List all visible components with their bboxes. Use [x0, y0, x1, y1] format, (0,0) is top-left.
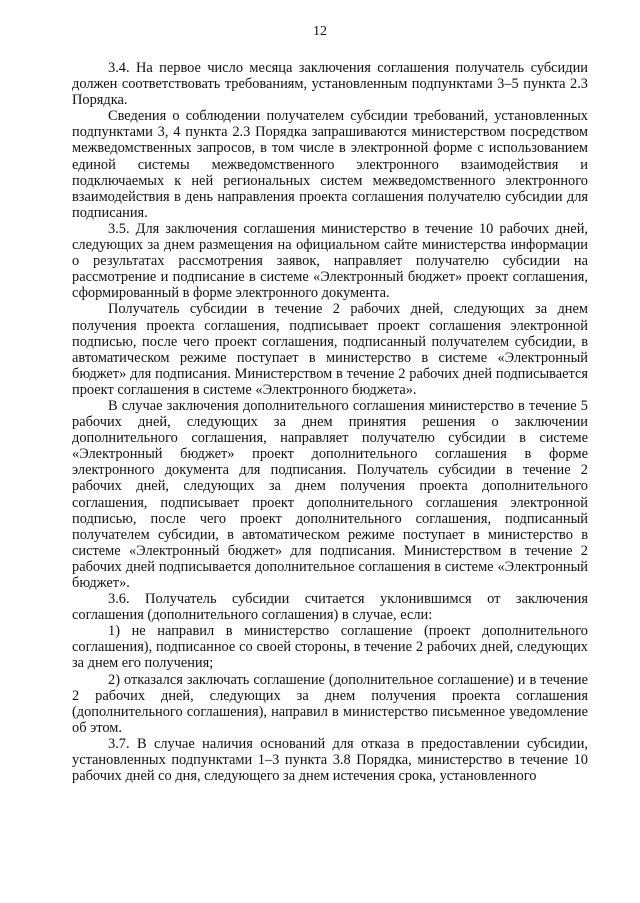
document-body — [72, 60, 588, 784]
paragraph-3-5: 3.5. Для заключения соглашения министерство в течение 10 рабочих дней, следующих за днем размещения на официальном сайте министерства информации о результатах рассмотрения заявок, направляет получателю субсидии на рассмотрение и подписание в системе «Электронный бюджет» проект соглашения, сформированный в форме электронного документа. — [72, 220, 588, 302]
page-number: 12 — [313, 24, 327, 39]
paragraph-additional-agreement: В случае заключения дополнительного соглашения министерство в течение 5 рабочих дней, следующих за днем принятия решения о заключении дополнительного соглашения, направляет получателю субсидии в системе «Электронный бюджет» проект дополнительного соглашения в форме электронного документа для подписания. Получатель субсидии в течение 2 рабочих дней, следующих за днем получения проекта дополнительного соглашения, подписывает проект дополнительного соглашения электронной подписью, после чего проект дополнительного соглашения, подписанный получателем субсидии, в автоматическом режиме поступает в министерство в системе «Электронный бюджет» для подписания. Министерством в течение 2 рабочих дней подписывается дополнительное соглашения в системе «Электронный бюджет». — [72, 397, 588, 591]
list-item-1: 1) не направил в министерство соглашение (проект дополнительного соглашения), подписанное со своей стороны, в течение 2 рабочих дней, следующих за днем его получения; — [72, 623, 588, 672]
paragraph-recipient-signing: Получатель субсидии в течение 2 рабочих дней, следующих за днем получения проекта соглашения, подписывает проект соглашения электронной подписью, после чего проект соглашения, подписанный получателем субсидии, в автоматическом режиме поступает в министерство в системе «Электронный бюджет» для подписания. Министерством в течение 2 рабочих дней подписывается проект соглашения в системе «Электронного бюджета». — [72, 301, 588, 398]
list-item-2: 2) отказался заключать соглашение (дополнительное соглашение) и в течение 2 рабочих дней, следующих за днем получения проекта соглашения (дополнительного соглашения), направил в министерство письменное уведомление об этом. — [72, 671, 588, 736]
paragraph-3-6: 3.6. Получатель субсидии считается уклонившимся от заключения соглашения (дополнительного соглашения) в случае, если: — [72, 591, 588, 624]
paragraph-3-4: 3.4. На первое число месяца заключения соглашения получатель субсидии должен соответствовать требованиям, установленным подпунктами 3–5 пункта 2.3 Порядка. — [72, 60, 588, 109]
paragraph-3-7: 3.7. В случае наличия оснований для отказа в предоставлении субсидии, установленных подпунктами 1–3 пункта 3.8 Порядка, министерство в течение 10 рабочих дней со дня, следующего за днем истечения срока, установленного — [72, 735, 588, 785]
paragraph-requirements-info: Сведения о соблюдении получателем субсидии требований, установленных подпунктами 3, 4 пункта 2.3 Порядка запрашиваются министерством посредством межведомственных запросов, в том числе в электронной форме с использованием единой системы межведомственного электронного взаимодействия и подключаемых к ней региональных систем межведомственного электронного взаимодействия в день направления проекта соглашения получателю субсидии для подписания. — [72, 108, 588, 221]
